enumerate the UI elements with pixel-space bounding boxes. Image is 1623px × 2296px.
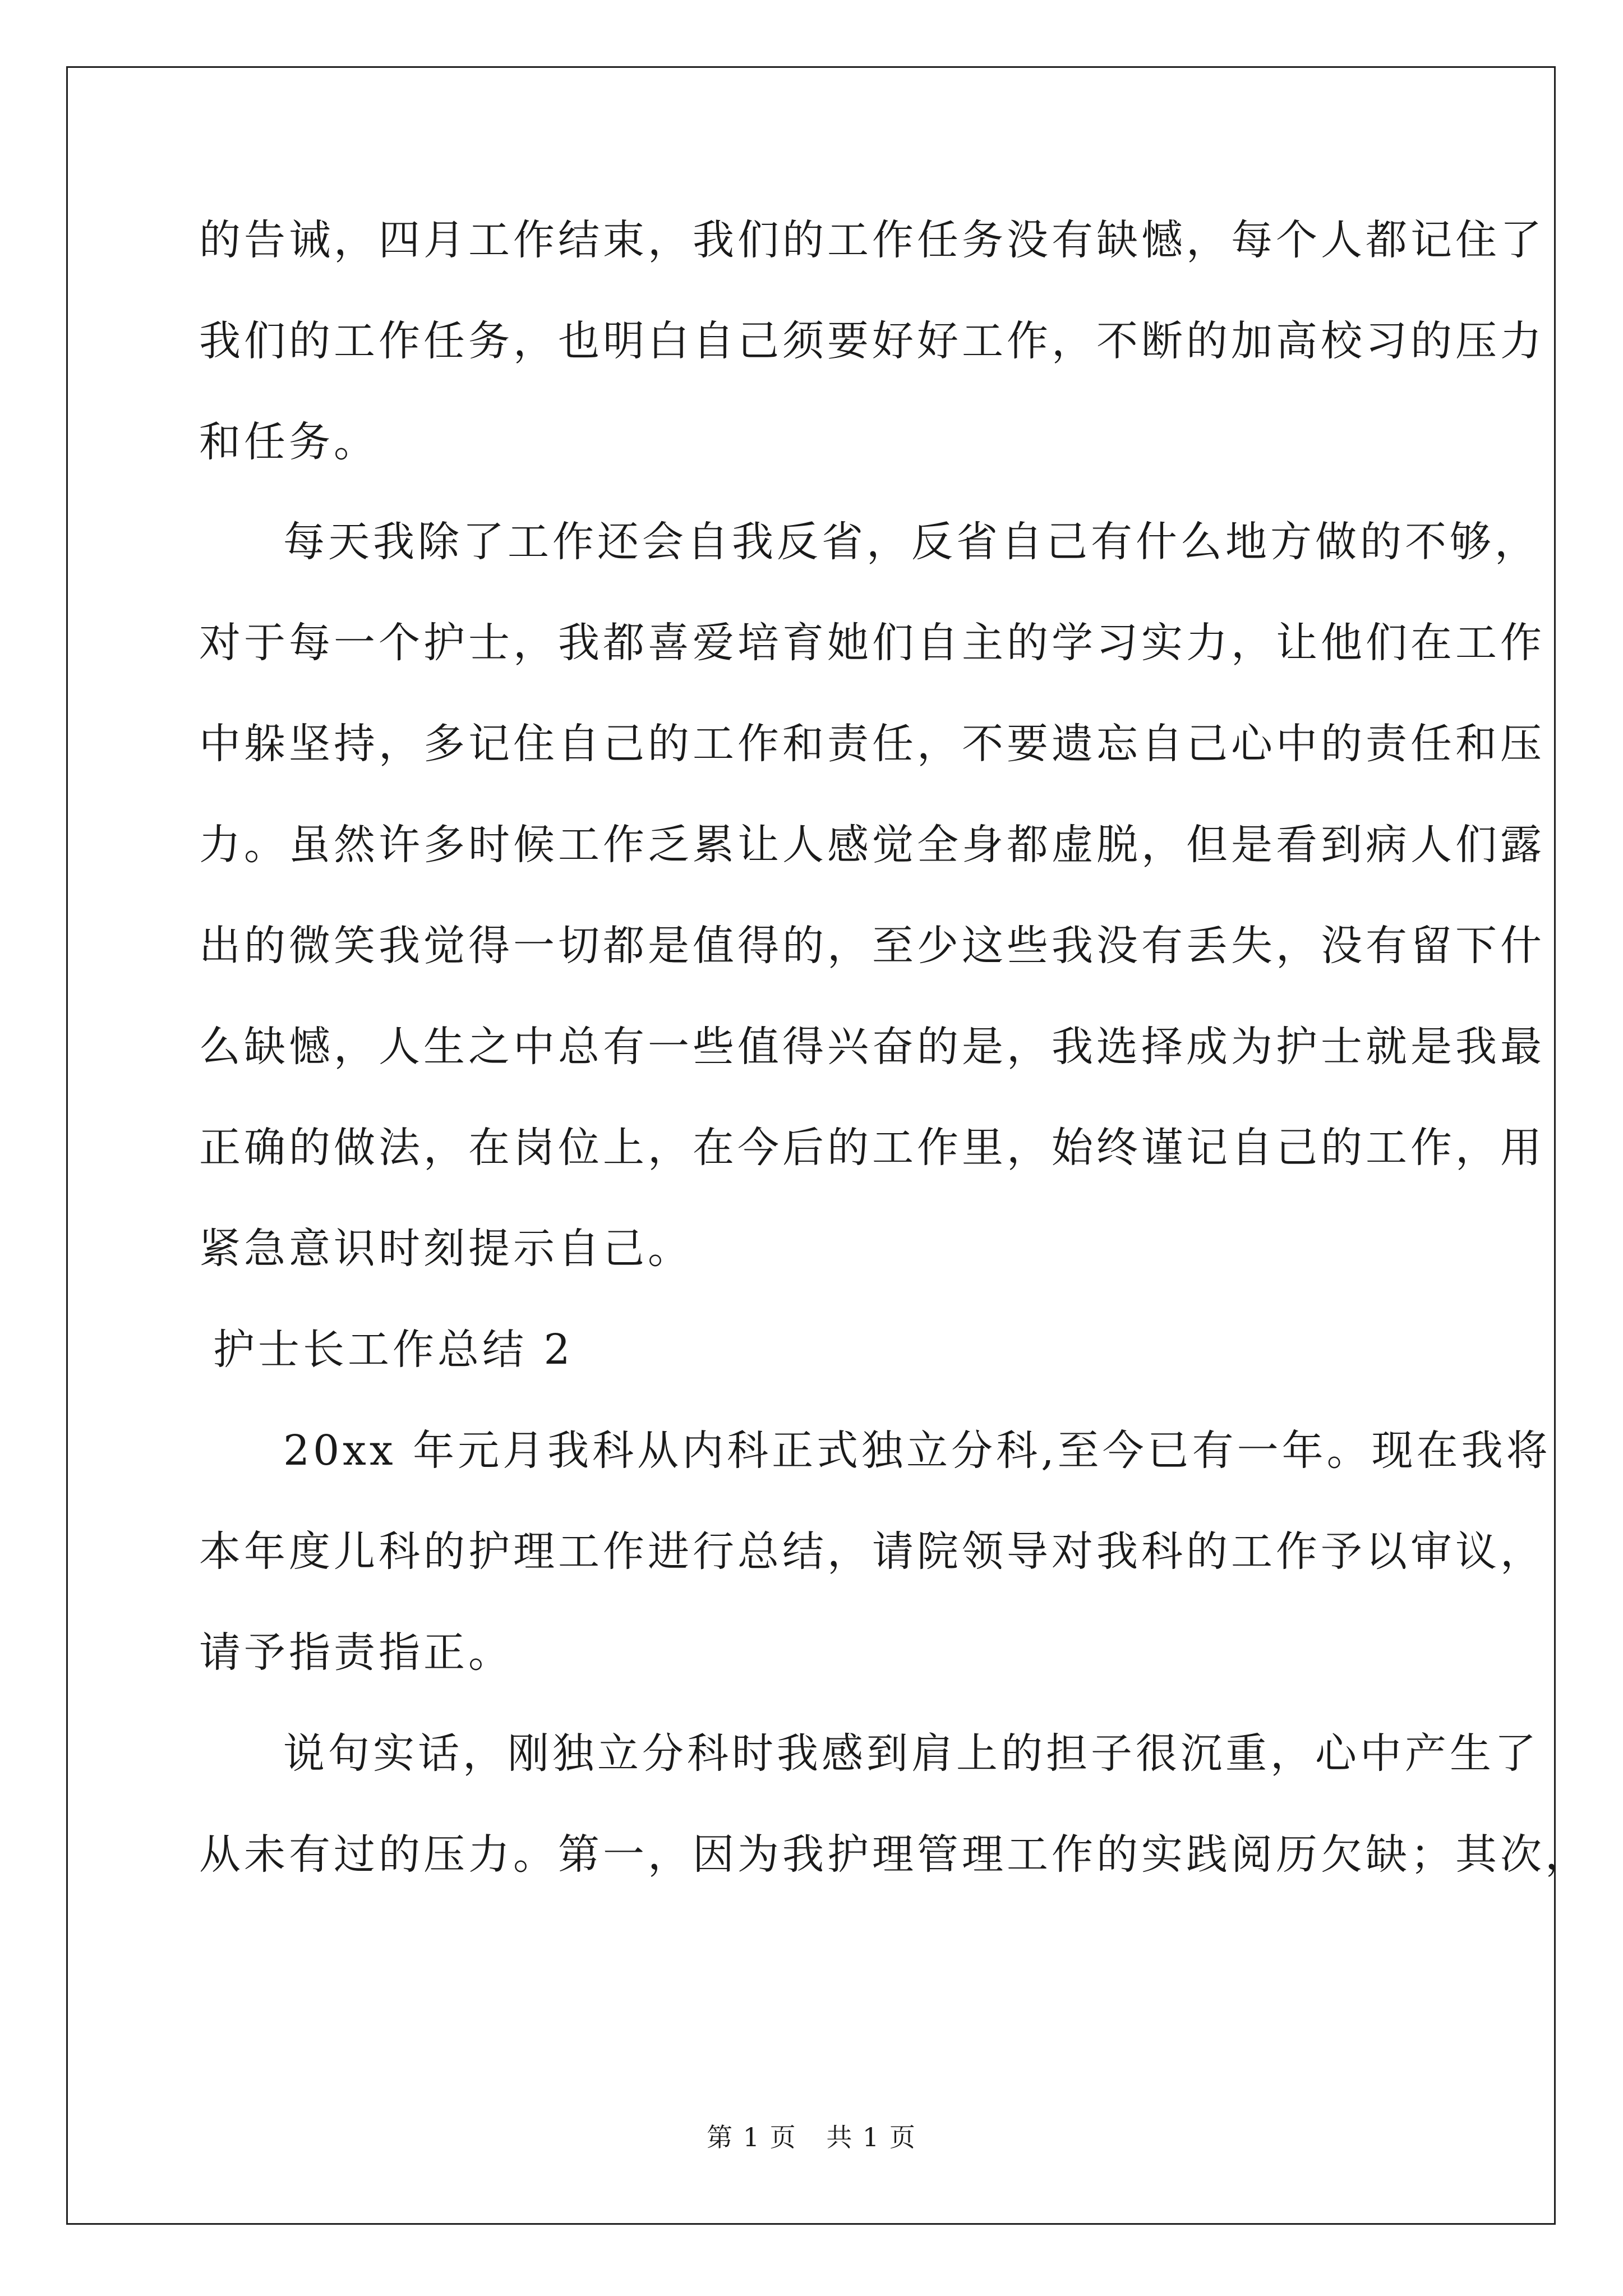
page-footer — [0, 2120, 1623, 2154]
text-line: 从未有过的压力。第一，因为我护理管理工作的实践阅历欠缺；其次， — [199, 1830, 1590, 1879]
text-line: 我们的工作任务，也明白自己须要好好工作，不断的加高校习的压力 — [199, 317, 1545, 365]
text-line: 正确的做法，在岗位上，在今后的工作里，始终谨记自己的工作，用 — [199, 1124, 1545, 1172]
text-line: 的告诫，四月工作结束，我们的工作任务没有缺憾，每个人都记住了 — [199, 216, 1545, 264]
text-line: 力。虽然许多时候工作乏累让人感觉全身都虚脱，但是看到病人们露 — [199, 821, 1545, 869]
total-pages: 共 1 页 — [826, 2122, 916, 2152]
text-line: 和任务。 — [199, 418, 379, 466]
text-line: 对于每一个护士，我都喜爱培育她们自主的学习实力，让他们在工作 — [199, 619, 1545, 667]
text-line: 紧急意识时刻提示自己。 — [199, 1225, 693, 1273]
text-line: 中躲坚持，多记住自己的工作和责任，不要遗忘自己心中的责任和压 — [199, 720, 1545, 768]
text-line: 请予指责指正。 — [199, 1628, 513, 1677]
text-line: 每天我除了工作还会自我反省，反省自己有什么地方做的不够， — [283, 518, 1539, 566]
page-number: 第 1 页 — [707, 2122, 797, 2152]
text-line: 说句实话，刚独立分科时我感到肩上的担子很沉重，心中产生了 — [283, 1729, 1539, 1778]
text-line: 本年度儿科的护理工作进行总结，请院领导对我科的工作予以审议， — [199, 1527, 1545, 1576]
text-line: 出的微笑我觉得一切都是值得的，至少这些我没有丢失，没有留下什 — [199, 922, 1545, 970]
text-line: 么缺憾，人生之中总有一些值得兴奋的是，我选择成为护士就是我最 — [199, 1023, 1545, 1071]
text-line: 20xx 年元月我科从内科正式独立分科,至今已有一年。现在我将 — [283, 1427, 1551, 1475]
section-heading: 护士长工作总结 2 — [213, 1326, 574, 1374]
